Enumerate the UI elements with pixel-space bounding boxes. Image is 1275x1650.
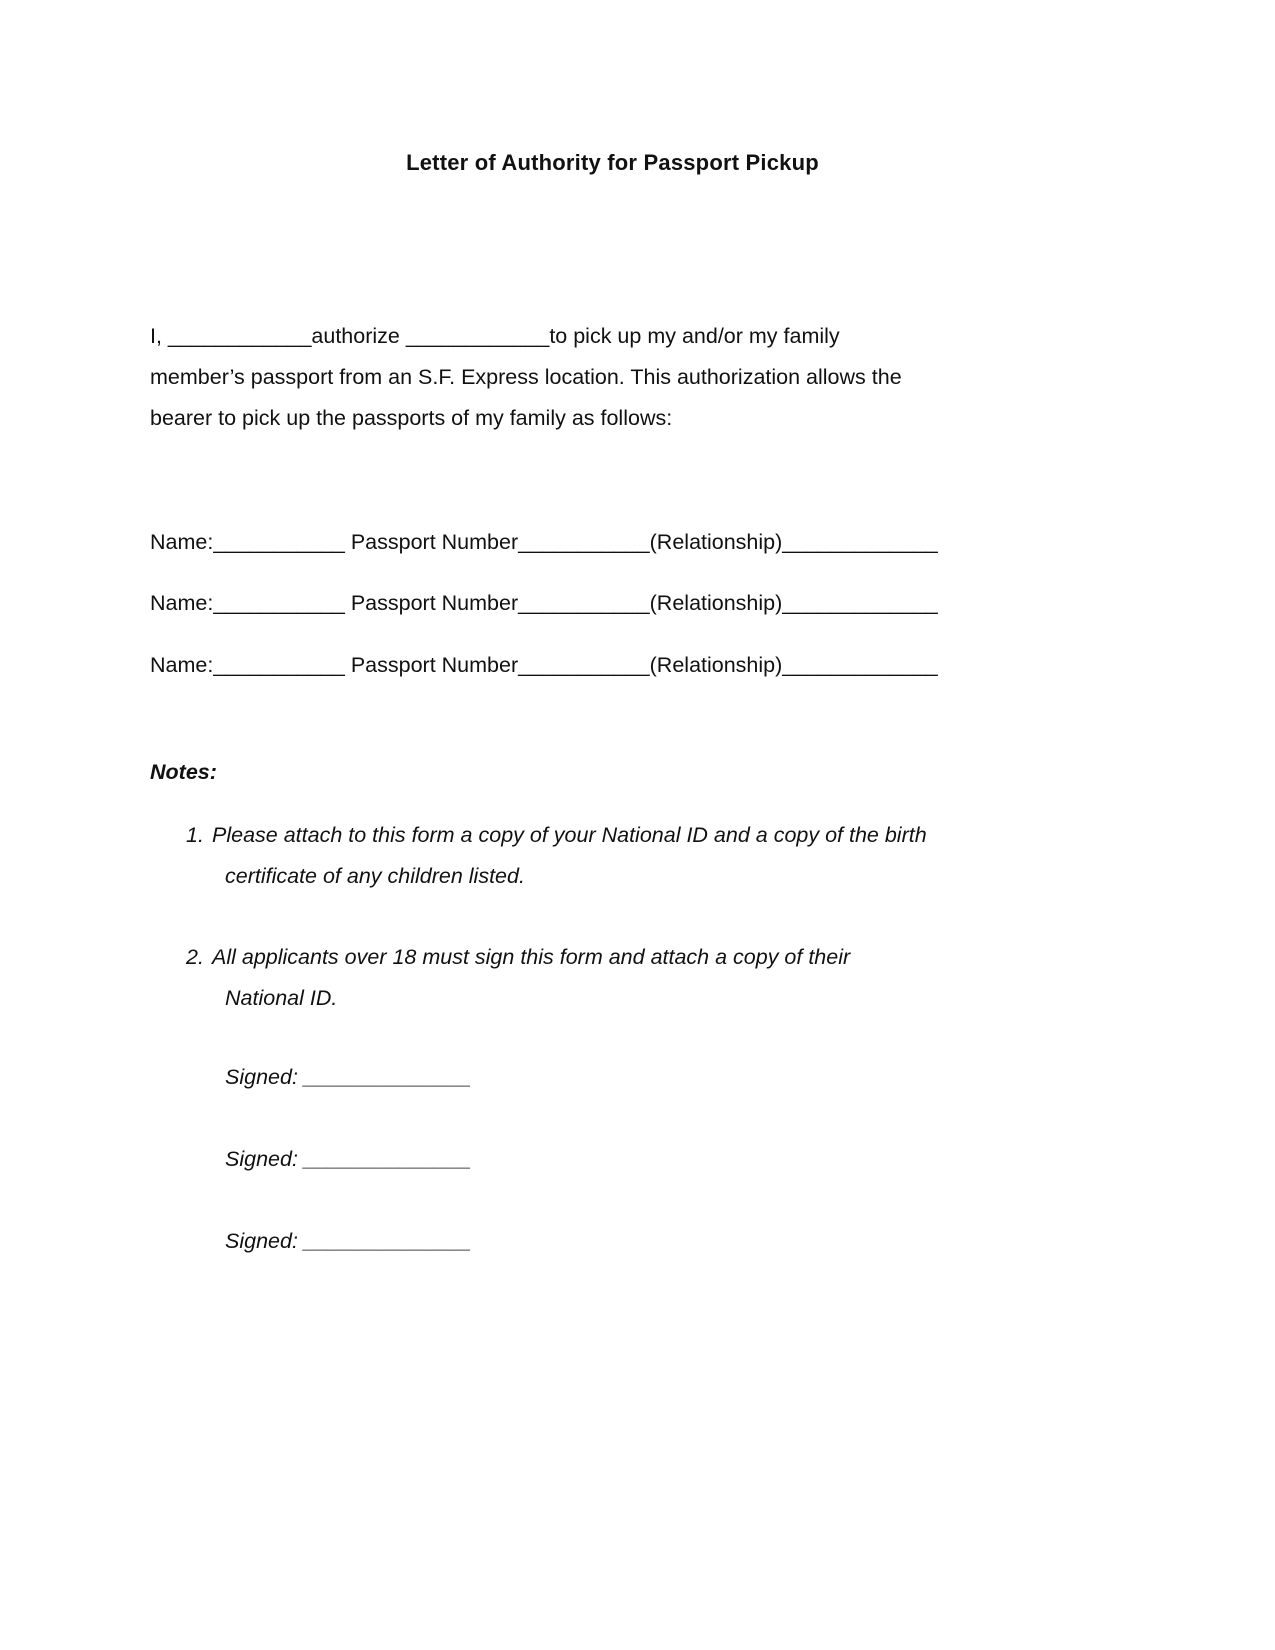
notes-heading: Notes: (150, 760, 217, 784)
note-text: Please attach to this form a copy of your National ID and a copy of the birth (212, 823, 927, 847)
note-number: 2. (186, 945, 204, 969)
signature-line: Signed: ______________ (225, 1147, 472, 1171)
signature-line: Signed: ______________ (225, 1229, 472, 1253)
paragraph-line: I, ____________authorize ____________to pick up my and/or my family (150, 324, 840, 348)
note-number: 1. (186, 823, 204, 847)
note-text-continued: certificate of any children listed. (225, 864, 525, 888)
note-text: All applicants over 18 must sign this form and attach a copy of their (212, 945, 851, 969)
paragraph-line: member’s passport from an S.F. Express location. This authorization allows the (150, 365, 902, 389)
paragraph-line: bearer to pick up the passports of my family as follows: (150, 406, 673, 430)
note-item (186, 937, 1016, 1019)
page-title: Letter of Authority for Passport Pickup (406, 150, 819, 175)
authorization-paragraph (150, 316, 1010, 439)
note-text-continued: National ID. (225, 986, 338, 1010)
family-entry-row: Name:___________ Passport Number___________(Relationship)_____________ (150, 530, 938, 554)
family-entry-row: Name:___________ Passport Number___________(Relationship)_____________ (150, 653, 938, 677)
family-entry-row: Name:___________ Passport Number___________(Relationship)_____________ (150, 591, 938, 615)
note-item (186, 815, 1016, 897)
signature-line: Signed: ______________ (225, 1065, 472, 1089)
